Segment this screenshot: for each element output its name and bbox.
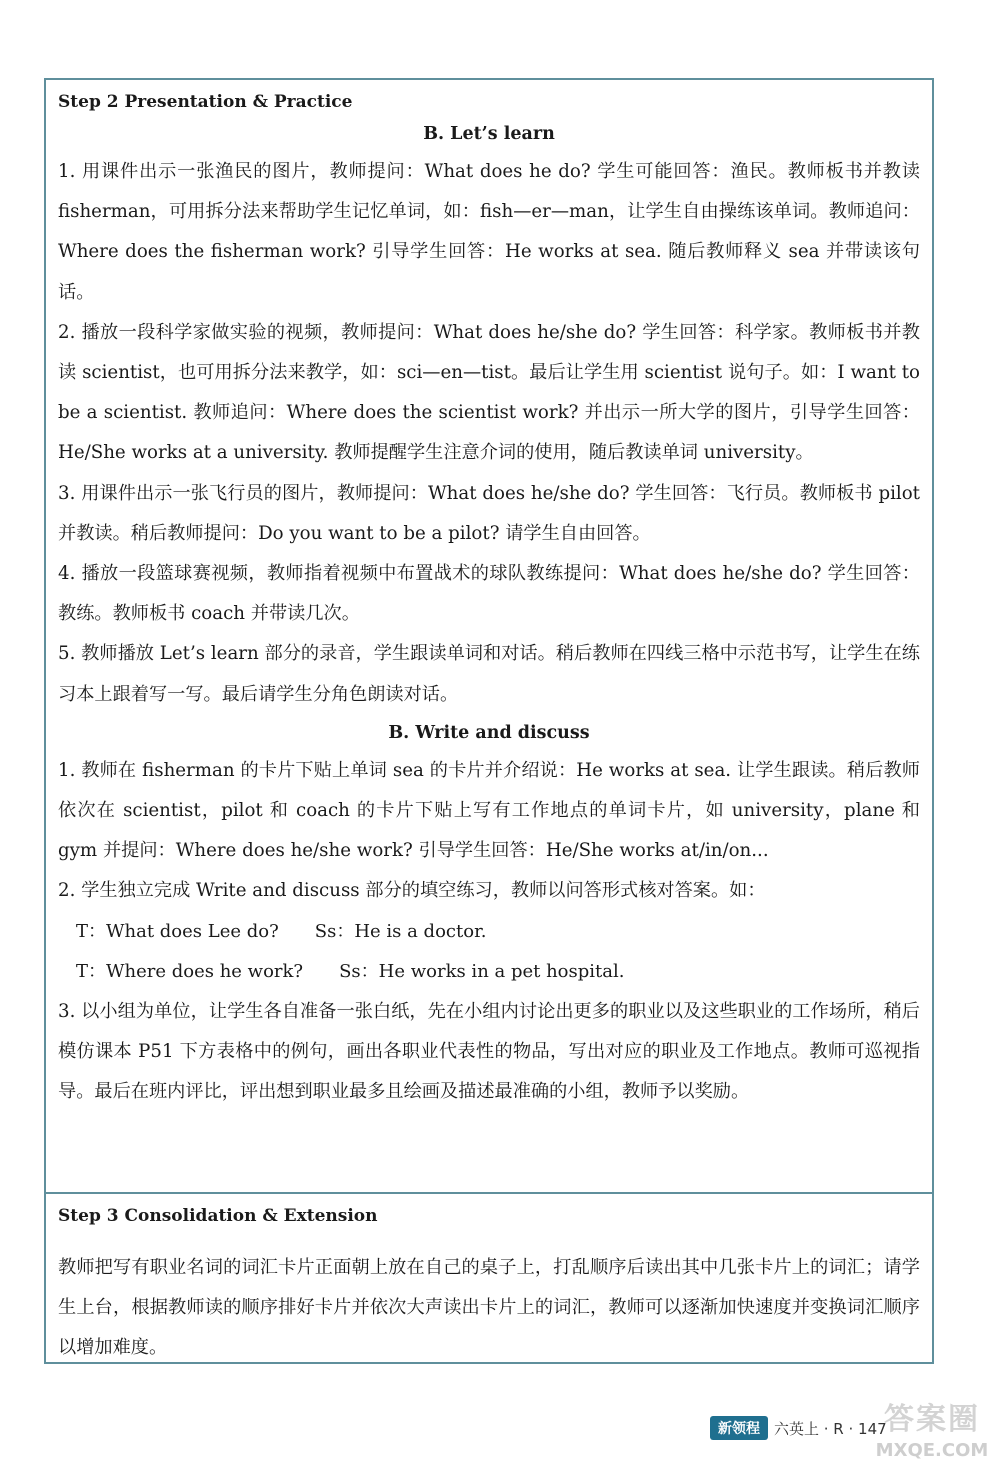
dialog-line-1 xyxy=(58,912,920,952)
write-discuss-title: B. Write and discuss xyxy=(388,722,590,743)
write-discuss-item-1: 1. 教师在 fisherman 的卡片下贴上单词 sea 的卡片并介绍说：He works at sea. 让学生跟读。稍后教师依次在 scientist，pilot 和 coach 的卡片下贴上写有工作地点的单词卡片，如 university，plane 和 gym 并提问：Where does he/she work? 引导学生回答：He/She works at/in/on... xyxy=(58,759,920,862)
step2-section xyxy=(46,80,932,1194)
dialog-students-1: Ss：He is a doctor. xyxy=(314,920,487,942)
brand-badge: 新领程 xyxy=(710,1416,768,1440)
watermark-line-1: 答案圈 xyxy=(884,1402,980,1437)
watermark xyxy=(868,1400,996,1470)
lets-learn-item-4: 4. 播放一段篮球赛视频，教师指着视频中布置战术的球队教练提问：What does he/she do? 学生回答：教练。教师板书 coach 并带读几次。 xyxy=(58,563,920,625)
lets-learn-item-3: 3. 用课件出示一张飞行员的图片，教师提问：What does he/she do? 学生回答：飞行员。教师板书 pilot 并教读。稍后教师提问：Do you want to be a pilot? 请学生自由回答。 xyxy=(58,482,920,544)
step2-title: Step 2 Presentation & Practice xyxy=(58,92,353,112)
lets-learn-item-1: 1. 用课件出示一张渔民的图片，教师提问：What does he do? 学生可能回答：渔民。教师板书并教读 fisherman，可用拆分法来帮助学生记忆单词，如：fish—er—man，让学生自由操练该单词。教师追问：Where does the fisherman work? 引导学生回答：He works at sea. 随后教师释义 sea 并带读该句话。 xyxy=(58,161,920,303)
dialog-teacher-2: T：Where does he work? xyxy=(76,960,304,982)
step3-title: Step 3 Consolidation & Extension xyxy=(58,1206,378,1226)
step3-text: 教师把写有职业名词的词汇卡片正面朝上放在自己的桌子上，打乱顺序后读出其中几张卡片上的词汇；请学生上台，根据教师读的顺序排好卡片并依次大声读出卡片上的词汇，教师可以逐渐加快速度并变换词汇顺序以增加难度。 xyxy=(58,1257,920,1359)
lets-learn-title: B. Let’s learn xyxy=(423,124,555,144)
step3-section xyxy=(46,1194,932,1362)
dialog-students-2: Ss：He works in a pet hospital. xyxy=(339,960,625,982)
page-code: 六英上 · R · 147 xyxy=(774,1419,887,1438)
write-discuss-item-2: 2. 学生独立完成 Write and discuss 部分的填空练习，教师以问答形式核对答案。如： xyxy=(58,880,766,902)
dialog-line-2 xyxy=(58,952,920,992)
lets-learn-item-2: 2. 播放一段科学家做实验的视频，教师提问：What does he/she do? 学生回答：科学家。教师板书并教读 scientist，也可用拆分法来教学，如：sci—en—tist。最后让学生用 scientist 说句子。如：I want to be a scientist. 教师追问：Where does the scientist work? 并出示一所大学的图片，引导学生回答：He/She works at a university. 教师提醒学生注意介词的使用，随后教读单词 university。 xyxy=(58,321,920,464)
lets-learn-item-5: 5. 教师播放 Let’s learn 部分的录音，学生跟读单词和对话。稍后教师在四线三格中示范书写，让学生在练习本上跟着写一写。最后请学生分角色朗读对话。 xyxy=(58,643,920,705)
page-footer xyxy=(710,1415,887,1441)
dialog-teacher-1: T：What does Lee do? xyxy=(76,920,279,942)
watermark-line-2: MXQE.COM xyxy=(875,1440,989,1461)
write-discuss-item-3: 3. 以小组为单位，让学生各自准备一张白纸，先在小组内讨论出更多的职业以及这些职业的工作场所，稍后模仿课本 P51 下方表格中的例句，画出各职业代表性的物品，写出对应的职业及工作地点。教师可巡视指导。最后在班内评比，评出想到职业最多且绘画及描述最准确的小组，教师予以奖励。 xyxy=(58,1001,920,1103)
lesson-plan-box xyxy=(44,78,934,1364)
